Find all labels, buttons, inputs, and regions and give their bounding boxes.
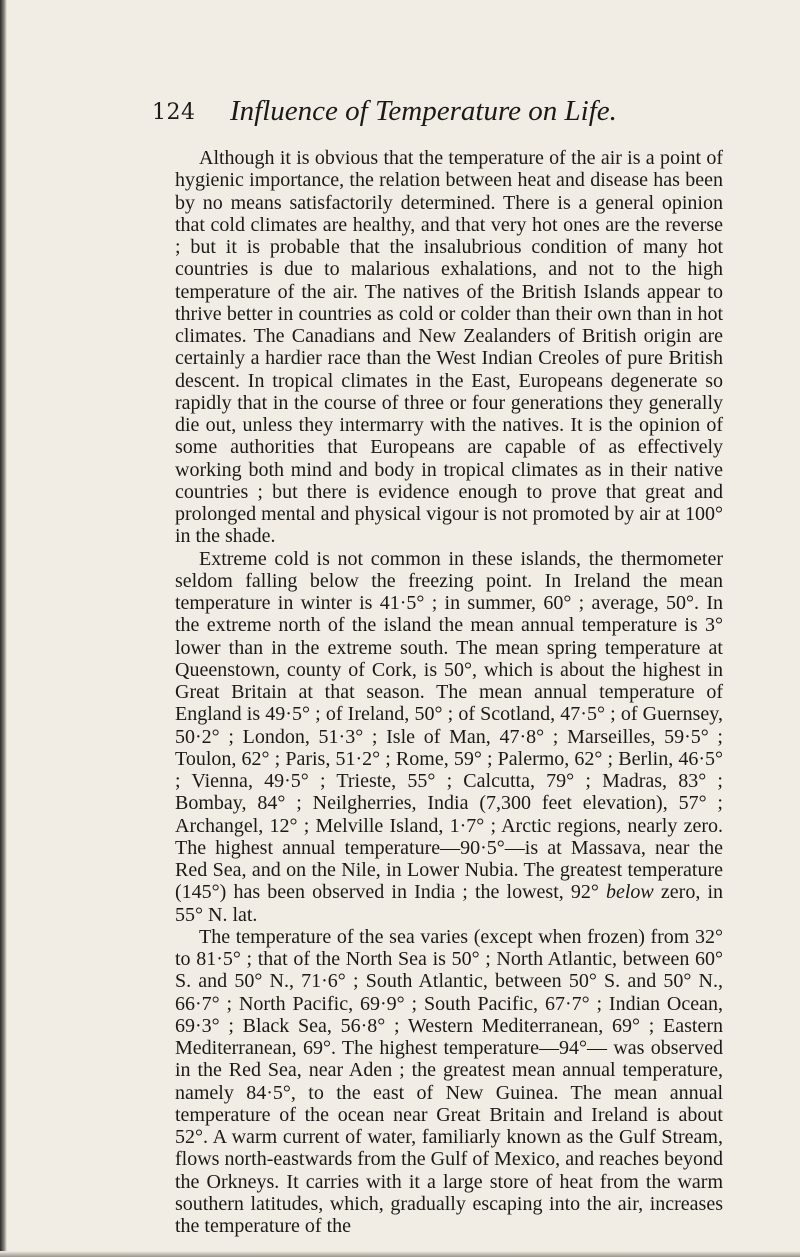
body-text [175, 147, 723, 1237]
page-header [152, 92, 722, 132]
page-bottom-edge [0, 1251, 800, 1257]
running-title: Influence of Temperature on Life. [230, 95, 617, 127]
paragraph-extreme-cold-text: Extreme cold is not common in these islands, the thermometer seldom falling below the freezing point. In Ireland the mean temperature in winter is 41·5° ; in summer, 60° ; average, 50°. In the extreme north of the island the mean annual temperature is 3° lower than in the extreme south. The mean spring temperature at Queenstown, county of Cork, is 50°, which is about the highest in Great Britain at that season. The mean annual temperature of England is 49·5° ; of Ireland, 50° ; of Scotland, 47·5° ; of Guernsey, 50·2° ; London, 51·3° ; Isle of Man, 47·8° ; Marseilles, 59·5° ; Toulon, 62° ; Paris, 51·2° ; Rome, 59° ; Palermo, 62° ; Berlin, 46·5° ; Vienna, 49·5° ; Trieste, 55° ; Calcutta, 79° ; Madras, 83° ; Bombay, 84° ; Neilgherries, India (7,300 feet elevation), 57° ; Archangel, 12° ; Melville Island, 1·7° ; Arctic regions, nearly zero. The highest annual temperature—90·5°—is at Massava, near the Red Sea, and on the Nile, in Lower Nubia. The greatest temperature (145°) has been observed in India ; the lowest, 92° [175, 547, 723, 904]
paragraph-sea-temperature: The temperature of the sea varies (except when frozen) from 32° to 81·5° ; that of the North Sea is 50° ; North Atlantic, between 60° S. and 50° N., 71·6° ; South Atlantic, between 50° S. and 50° N., 66·7° ; North Pacific, 69·9° ; South Pacific, 67·7° ; Indian Ocean, 69·3° ; Black Sea, 56·8° ; Western Mediterranean, 69° ; Eastern Mediterranean, 69°. The highest temperature—94°— was observed in the Red Sea, near Aden ; the greatest mean annual temperature, namely 84·5°, to the east of New Guinea. The mean annual temperature of the ocean near Great Britain and Ireland is about 52°. A warm current of water, familiarly known as the Gulf Stream, flows north-eastwards from the Gulf of Mexico, and reaches beyond the Orkneys. It carries with it a large store of heat from the warm southern latitudes, which, gradually escaping into the air, increases the temperature of the [175, 925, 723, 1237]
page-number: 124 [152, 100, 196, 125]
emphasis-below: below [606, 881, 654, 904]
paragraph-hygiene: Although it is obvious that the temperature of the air is a point of hygienic importance, the relation between heat and disease has been by no means satisfactorily determined. There is a general opinion that cold climates are healthy, and that very hot ones are the reverse ; but it is probable that the insalubrious condition of many hot countries is due to malarious exhalations, and not to the high temperature of the air. The natives of the British Islands appear to thrive better in countries as cold or colder than their own than in hot climates. The Canadians and New Zealanders of British origin are certainly a hardier race than the West Indian Creoles of pure British descent. In tropical climates in the East, Europeans degenerate so rapidly that in the course of three or four generations they generally die out, unless they intermarry with the natives. It is the opinion of some authorities that Europeans are capable of as effectively working both mind and body in tropical climates as in their native countries ; but there is evidence enough to prove that great and prolonged mental and physical vigour is not promoted by air at 100° in the shade. [175, 147, 723, 548]
paragraph-extreme-cold [175, 548, 723, 926]
paragraph-extreme-cold-tail: zero, in 55° N. lat. [175, 881, 723, 926]
page-binding-edge [0, 0, 7, 1257]
